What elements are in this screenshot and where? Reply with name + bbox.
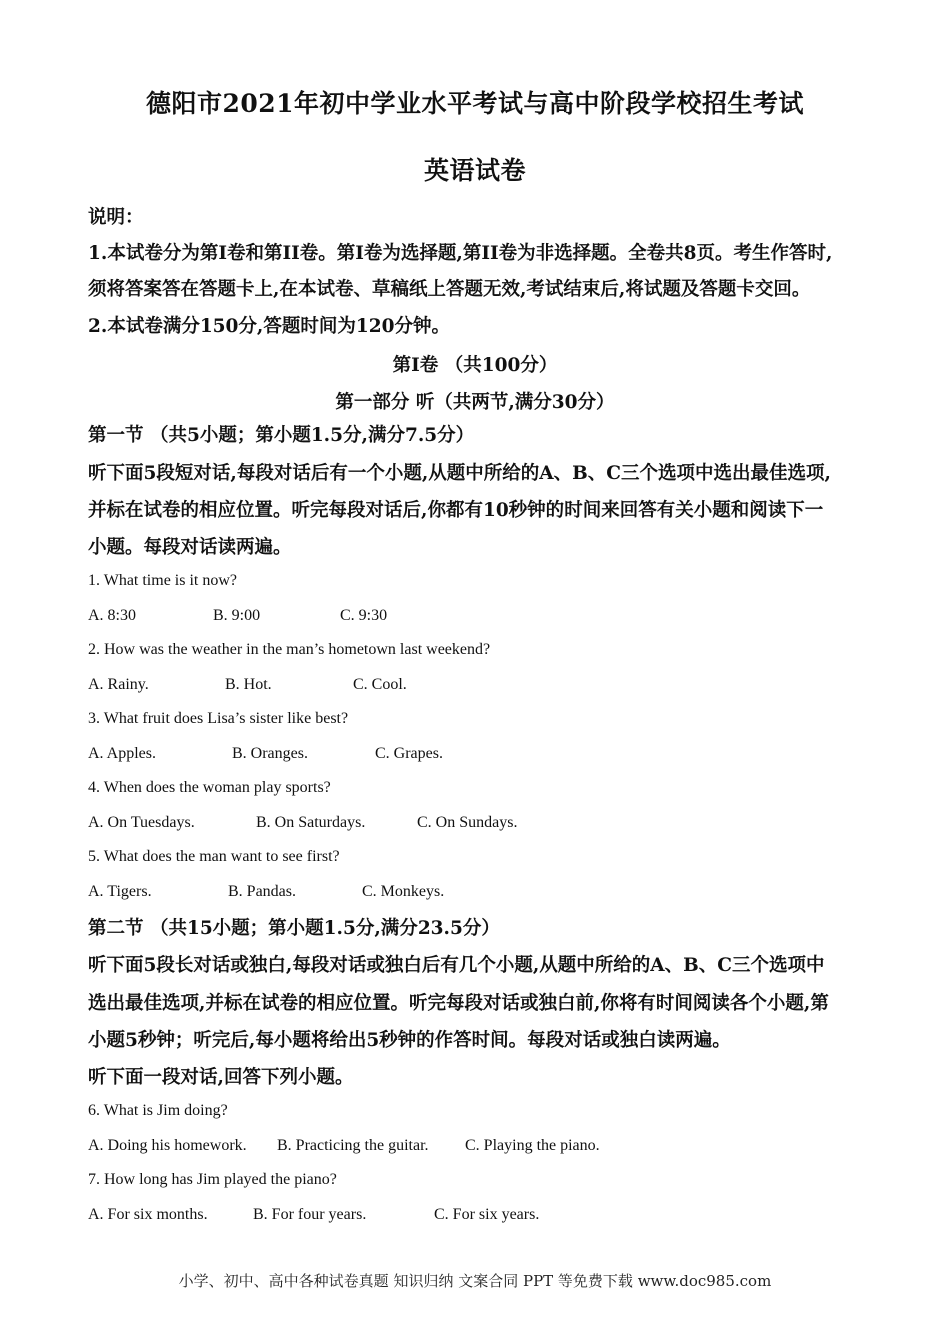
question-1-option-c: C. 9:30 xyxy=(340,607,388,624)
section-2-line-2: 选出最佳选项,并标在试卷的相应位置。听完每段对话或独白前,你将有时间阅读各个小题,第 xyxy=(88,993,829,1014)
page-footer: 小学、初中、高中各种试卷真题 知识归纳 文案合同 PPT 等免费下载 www.doc985.com xyxy=(178,1272,772,1290)
exam-subtitle: 英语试卷 xyxy=(423,156,526,185)
question-5-option-a: A. Tigers. xyxy=(88,883,152,900)
section-1-line-3: 小题。每段对话读两遍。 xyxy=(88,537,292,558)
question-3-option-c: C. Grapes. xyxy=(375,745,443,762)
instructions-line-3: 2.本试卷满分150分,答题时间为120分钟。 xyxy=(88,316,450,337)
question-6-option-a: A. Doing his homework. xyxy=(88,1137,247,1154)
question-3-option-b: B. Oranges. xyxy=(232,745,308,762)
question-7-option-a: A. For six months. xyxy=(88,1206,208,1223)
section-1-line-2: 并标在试卷的相应位置。听完每段对话后,你都有10秒钟的时间来回答有关小题和阅读下一 xyxy=(88,500,824,521)
question-4-option-a: A. On Tuesdays. xyxy=(88,814,195,831)
question-2-option-b: B. Hot. xyxy=(225,676,272,693)
question-2-option-a: A. Rainy. xyxy=(88,676,149,693)
question-5-option-b: B. Pandas. xyxy=(228,883,296,900)
question-5-option-c: C. Monkeys. xyxy=(362,883,445,900)
question-1: 1. What time is it now? xyxy=(88,572,238,589)
instructions-label: 说明： xyxy=(88,207,144,228)
volume-heading: 第I卷 （共100分） xyxy=(392,355,558,376)
question-4-option-b: B. On Saturdays. xyxy=(256,814,366,831)
question-7-option-b: B. For four years. xyxy=(253,1206,367,1223)
question-1-option-b: B. 9:00 xyxy=(213,607,261,624)
question-4-option-c: C. On Sundays. xyxy=(417,814,518,831)
exam-title: 德阳市2021年初中学业水平考试与高中阶段学校招生考试 xyxy=(145,89,805,118)
question-3-option-a: A. Apples. xyxy=(88,745,156,762)
instructions-line-1: 1.本试卷分为第I卷和第II卷。第I卷为选择题,第II卷为非选择题。全卷共8页。考生作答时, xyxy=(88,243,833,264)
section-2-heading: 第二节 （共15小题；第小题1.5分,满分23.5分） xyxy=(88,918,500,939)
section-2-line-1: 听下面5段长对话或独白,每段对话或独白后有几个小题,从题中所给的A、B、C三个选项中 xyxy=(88,955,825,976)
question-7-option-c: C. For six years. xyxy=(434,1206,540,1223)
section-1-heading: 第一节 （共5小题；第小题1.5分,满分7.5分） xyxy=(88,425,475,446)
instructions-line-2: 须将答案答在答题卡上,在本试卷、草稿纸上答题无效,考试结束后,将试题及答题卡交回。 xyxy=(88,279,811,300)
part-heading: 第一部分 听（共两节,满分30分） xyxy=(335,392,615,413)
question-2: 2. How was the weather in the man’s hometown last weekend? xyxy=(88,641,491,658)
question-6: 6. What is Jim doing? xyxy=(88,1102,228,1119)
question-5: 5. What does the man want to see first? xyxy=(88,848,340,865)
question-1-option-a: A. 8:30 xyxy=(88,607,136,624)
section-1-line-1: 听下面5段短对话,每段对话后有一个小题,从题中所给的A、B、C三个选项中选出最佳选项, xyxy=(88,463,831,484)
question-3: 3. What fruit does Lisa’s sister like best? xyxy=(88,710,349,727)
question-6-option-b: B. Practicing the guitar. xyxy=(277,1137,429,1154)
question-7: 7. How long has Jim played the piano? xyxy=(88,1171,337,1188)
section-2-line-4: 听下面一段对话,回答下列小题。 xyxy=(88,1067,354,1088)
question-6-option-c: C. Playing the piano. xyxy=(465,1137,600,1154)
section-2-line-3: 小题5秒钟；听完后,每小题将给出5秒钟的作答时间。每段对话或独白读两遍。 xyxy=(88,1030,731,1051)
question-2-option-c: C. Cool. xyxy=(353,676,407,693)
question-4: 4. When does the woman play sports? xyxy=(88,779,331,796)
